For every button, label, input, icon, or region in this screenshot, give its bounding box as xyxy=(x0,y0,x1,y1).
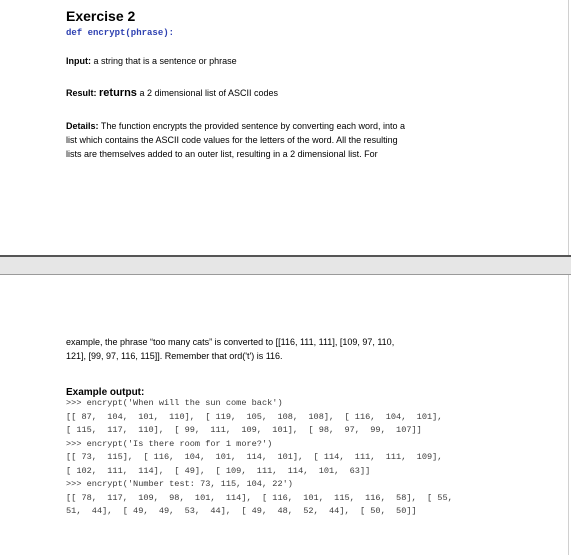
result-label: Result: xyxy=(66,88,97,98)
example-output-label: Example output: xyxy=(66,387,145,398)
details-line-2: list which contains the ASCII code values for the letters of the word. All the resulting xyxy=(66,135,398,145)
document-page-top xyxy=(0,0,569,255)
example-paragraph xyxy=(66,335,506,363)
output-line: [[ 87, 104, 101, 110], [ 119, 105, 108, 108], [ 116, 104, 101], xyxy=(66,411,443,422)
output-line: >>> encrypt('Is there room for 1 more?') xyxy=(66,438,273,449)
details-paragraph xyxy=(66,119,506,161)
input-text: a string that is a sentence or phrase xyxy=(93,56,237,66)
output-line: >>> encrypt('When will the sun come back') xyxy=(66,398,283,408)
example-line-2: 121], [99, 97, 116, 115]]. Remember that ord('t') is 116. xyxy=(66,351,283,361)
exercise-title: Exercise 2 xyxy=(66,8,136,24)
input-label: Input: xyxy=(66,56,91,66)
function-signature: def encrypt(phrase): xyxy=(66,28,175,38)
output-line: [ 115, 117, 110], [ 99, 111, 109, 101], [ 98, 97, 99, 107]] xyxy=(66,425,422,435)
example-output-block xyxy=(66,397,506,519)
details-line-1: Details: The function encrypts the provided sentence by converting each word, into a xyxy=(66,121,406,131)
output-line: [[ 78, 117, 109, 98, 101, 114], [ 116, 101, 115, 116, 58], [ 55, xyxy=(66,492,453,503)
output-line: 51, 44], [ 49, 49, 53, 44], [ 49, 48, 52, 44], [ 50, 50]] xyxy=(66,506,417,516)
document-page-bottom xyxy=(0,275,569,555)
output-line: [[ 73, 115], [ 116, 104, 101, 114, 101], [ 114, 111, 111, 109], xyxy=(66,452,443,462)
input-description xyxy=(66,54,506,68)
result-description xyxy=(66,86,506,100)
example-line-1: example, the phrase “too many cats” is converted to [[116, 111, 111], [109, 97, 110, xyxy=(66,337,395,347)
exercise-header xyxy=(66,8,506,39)
page-break xyxy=(0,255,571,275)
output-line: >>> encrypt('Number test: 73, 115, 104, 22') xyxy=(66,479,293,489)
details-label: Details: xyxy=(66,121,99,131)
details-line-3: lists are themselves added to an outer list, resulting in a 2 dimensional list. For xyxy=(66,149,378,159)
output-line: [ 102, 111, 114], [ 49], [ 109, 111, 114, 101, 63]] xyxy=(66,465,371,476)
result-text: a 2 dimensional list of ASCII codes xyxy=(139,88,279,98)
result-keyword: returns xyxy=(99,87,137,99)
